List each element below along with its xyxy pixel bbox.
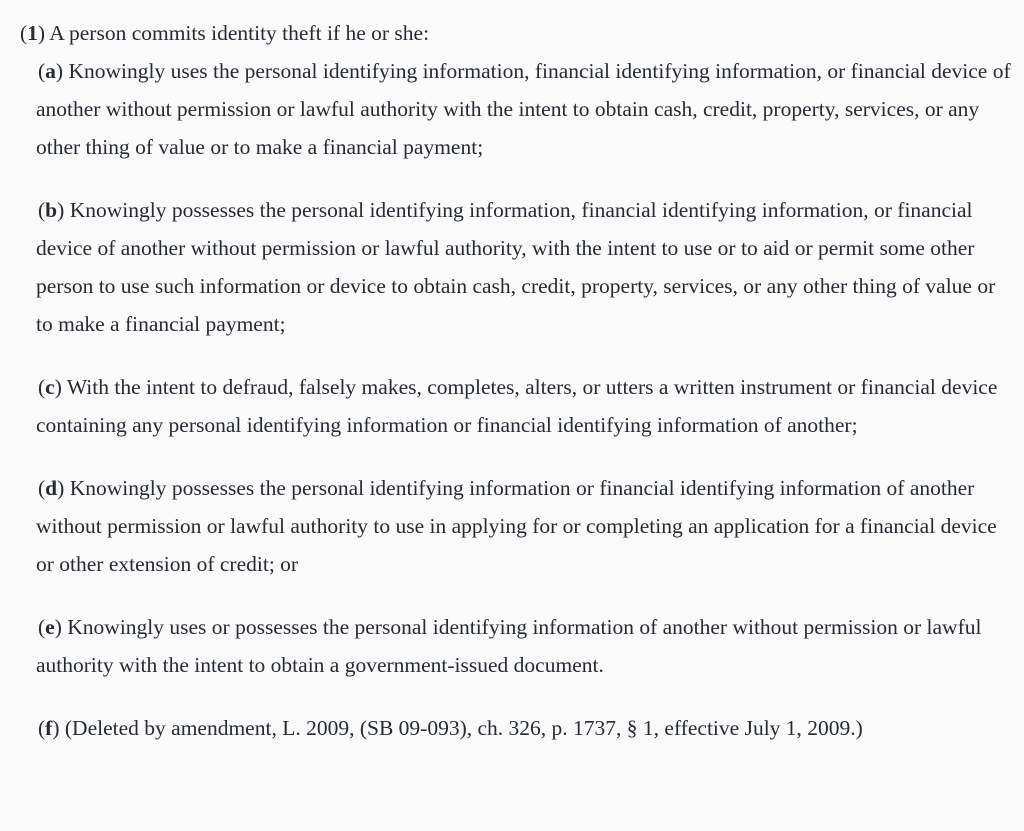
marker-glyph: f	[45, 716, 53, 740]
paragraph-marker	[38, 198, 64, 222]
marker-close-paren: )	[57, 476, 65, 500]
marker-glyph: e	[45, 615, 55, 639]
paragraph-text: With the intent to defraud, falsely makes, completes, alters, or utters a written instrument or financial device containing any personal identifying information or financial identifying information of another;	[36, 375, 998, 437]
paragraph-text: Knowingly possesses the personal identifying information or financial identifying information of another without permission or lawful authority to use in applying for or completing an application for a financial device or other extension of credit; or	[36, 476, 997, 576]
paragraph-marker	[38, 615, 62, 639]
paragraph-marker	[38, 59, 63, 83]
paragraph-marker	[38, 716, 60, 740]
paragraph-a	[20, 52, 1016, 166]
marker-open-paren: (	[38, 59, 46, 83]
marker-glyph: b	[45, 198, 58, 222]
marker-glyph: 1	[27, 21, 38, 45]
subsection-text: A person commits identity theft if he or she:	[45, 21, 430, 45]
marker-glyph: c	[45, 375, 55, 399]
paragraph-f	[20, 709, 1016, 747]
marker-open-paren: (	[38, 198, 46, 222]
paragraph-e	[20, 608, 1016, 684]
marker-open-paren: (	[38, 375, 46, 399]
marker-open-paren: (	[38, 615, 46, 639]
marker-open-paren: (	[38, 716, 46, 740]
subsection-1	[20, 14, 1016, 52]
paragraph-text: Knowingly possesses the personal identifying information, financial identifying information, or financial device of another without permission or lawful authority, with the intent to use or to aid or permit some other person to use such information or device to obtain cash, credit, property, services, or any other thing of value or to make a financial payment;	[36, 198, 996, 336]
paragraph-text: Knowingly uses or possesses the personal identifying information of another without permission or lawful authority with the intent to obtain a government-issued document.	[36, 615, 982, 677]
paragraph-d	[20, 469, 1016, 583]
marker-glyph: d	[45, 476, 58, 500]
paragraph-marker	[38, 375, 62, 399]
subsection-marker	[20, 21, 45, 45]
paragraph-c	[20, 368, 1016, 444]
paragraph-marker	[38, 476, 64, 500]
marker-close-paren: )	[54, 615, 62, 639]
marker-open-paren: (	[38, 476, 46, 500]
marker-open-paren: (	[20, 21, 28, 45]
marker-close-paren: )	[37, 21, 46, 45]
marker-close-paren: )	[54, 375, 62, 399]
marker-close-paren: )	[52, 716, 60, 740]
paragraph-text: (Deleted by amendment, L. 2009, (SB 09-093), ch. 326, p. 1737, § 1, effective July 1, 2009.)	[59, 716, 863, 740]
paragraph-text: Knowingly uses the personal identifying information, financial identifying information, or financial device of another without permission or lawful authority with the intent to obtain cash, credit, property, services, or any other thing of value or to make a financial payment;	[36, 59, 1011, 159]
marker-close-paren: )	[57, 198, 65, 222]
marker-glyph: a	[45, 59, 56, 83]
marker-close-paren: )	[55, 59, 64, 83]
paragraph-b	[20, 191, 1016, 343]
